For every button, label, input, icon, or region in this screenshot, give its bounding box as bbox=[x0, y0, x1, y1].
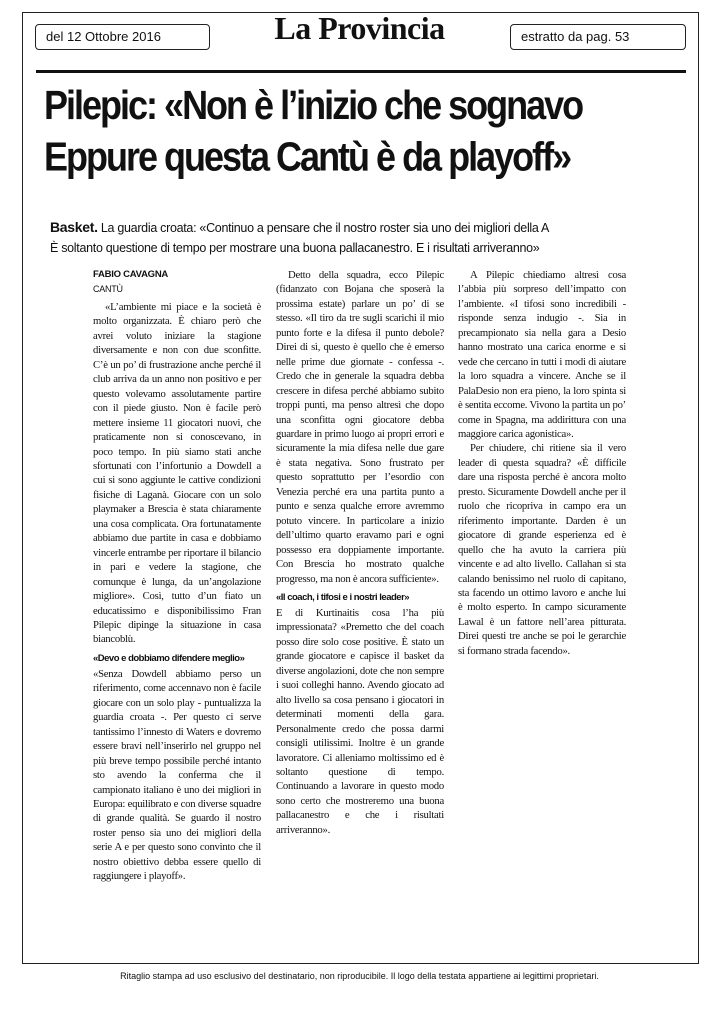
column-3 bbox=[458, 268, 626, 658]
body-paragraph-6: Per chiudere, chi ritiene sia il vero leader di questa squadra? «È difficile dare una risposta perché è ancora molto presto. Sicuramente Dowdell anche per il ruolo che ricopriva in campo era un riferimento importante. Darden è un giocatore di grande esperienza ed è quello che ha avuto la carriera più vincente e ad alto livello. Callahan si sta calando benissimo nel ruolo di capitano, sta facendo un ottimo lavoro e anche lui è molto esperto. In campo sicuramente Lawal è un fattore nell’area pitturata. Direi questi tre anche se poi le gerarchie si formano strada facendo». bbox=[458, 442, 626, 657]
body-paragraph-5: A Pilepic chiediamo altresì cosa l’abbia più sorpreso dell’impatto con l’ambiente. «I tifosi sono incredibili - risponde senza indugio -. Sia in precampionato sia nella gara a Desio hanno mostrato una carica enorme e si vede che cercano in tutti i modi di aiutare la loro squadra a vincere. Anche se il PalaDesio non era pieno, la loro spinta si è sentita eccome. Vivono la partita un po’ come in Spagna, ma addirittura con una maggiore carica agonistica». bbox=[458, 269, 626, 440]
footer-disclaimer: Ritaglio stampa ad uso esclusivo del destinatario, non riproducibile. Il logo della testata appartiene ai legittimi proprietari. bbox=[120, 971, 599, 981]
deck-line-1 bbox=[50, 217, 690, 238]
date-label: del 12 Ottobre 2016 bbox=[35, 24, 210, 50]
dateline-place: CANTÙ bbox=[93, 284, 123, 294]
column-1 bbox=[93, 268, 261, 884]
body-paragraph-4: E di Kurtinaitis cosa l’ha più impressionata? «Premetto che del coach posso dire solo cose positive. È stato un grande giocatore e capisce il basket da diverse angolazioni, dote che non sempre i suoi colleghi hanno. Avendo giocato ad alto livello sa cosa pensano i giocatori in determinati momenti della gara. Personalmente credo che possa darmi consigli utilissimi. Inoltre è un grande lavoratore. Ci alleniamo moltissimo ed è soltanto questione di tempo. Continuando a lavorare in questo modo sono certo che mostreremo una buona pallacanestro e che i risultati arriveranno». bbox=[276, 606, 444, 836]
newspaper-masthead: La Provincia bbox=[274, 10, 445, 46]
article-headline bbox=[44, 80, 684, 183]
subheading-2: «Il coach, i tifosi e i nostri leader» bbox=[276, 591, 410, 603]
header-rule bbox=[36, 70, 686, 73]
deck-line-2: È soltanto questione di tempo per mostrare una buona pallacanestro. E i risultati arriveranno» bbox=[50, 241, 540, 255]
subheading-1: «Devo e dobbiamo difendere meglio» bbox=[93, 652, 245, 664]
body-paragraph-3: Detto della squadra, ecco Pilepic (fidanzato con Bojana che sposerà la prossima estate) parlare un po’ di se stesso. «Il tiro da tre sugli scarichi il mio punto forte e la difesa il punto debole? Direi di sì, questo è quello che è emerso nelle prime due giornate - confessa -. Credo che in generale la squadra debba crescere in difesa perché abbiamo subito troppi punti, ma penso altresì che dopo una sconfitta ogni giocatore debba guardare in primo luogo ai propri errori e sicuramente la mia difesa nelle due gare è stata negativa. Sono frustrato per questo soprattutto per l’esordio con Venezia perché era una partita punto a punto e senza qualche errore avremmo potuto vincere. In particolare a inizio dell’ultimo quarto eravamo pari e ogni possesso era doppiamente importante. Con Brescia ho mostrato qualche progresso, ma non è ancora sufficiente». bbox=[276, 269, 444, 585]
author-name: FABIO CAVAGNA bbox=[93, 269, 169, 280]
body-paragraph-2: «Senza Dowdell abbiamo perso un riferimento, come accennavo non è facile giocare con un solo play - puntualizza la guardia croata -. Per questo ci serve tantissimo l’innesto di Waters e dovremo essere bravi nell’inserirlo nel gruppo nel più breve tempo possibile perché intanto sto avendo la conferma che il campionato italiano è uno dei migliori in Europa: equilibrato e con diverse squadre di grande qualità. Se guardo il nostro roster penso sia uno dei migliori della serie A e per questo sono convinto che il nostro obiettivo debba essere quello di raggiungere i playoff». bbox=[93, 667, 261, 883]
deck-kicker: Basket. bbox=[50, 219, 98, 235]
page-extract-label: estratto da pag. 53 bbox=[510, 24, 686, 50]
headline-line-2: Eppure questa Cantù è da playoff» bbox=[44, 133, 571, 180]
deck-text-1: La guardia croata: «Continuo a pensare che il nostro roster sia uno dei migliori della A bbox=[97, 221, 550, 235]
article-deck bbox=[50, 217, 690, 258]
headline-line-1: Pilepic: «Non è l’inizio che sognavo bbox=[44, 82, 583, 129]
column-2 bbox=[276, 268, 444, 837]
body-paragraph-1: «L’ambiente mi piace e la società è molto organizzata. È chiaro però che avrei voluto iniziare la stagione diversamente e non con due sconfitte. C’è un po’ di frustrazione anche perché il club arriva da un anno non positivo e per questo volevamo assolutamente partire con il piede giusto. Non è facile però mettere insieme 11 giocatori nuovi, che praticamente non si conoscevano, in poco tempo. In più siamo stati anche sfortunati con l’infortunio a Dowdell a cui si sono aggiunte le cattive condizioni fisiche di Laganà. Giocare con un solo playmaker a Brescia è stata chiaramente una cosa complicata. Ora fortunatamente abbiamo due partite in casa e dobbiamo vincerle entrambe per riportare il bilancio in pari e vedere la stagione, che comunque è lunga, da un’angolazione migliore». Così, tutto d’un fiato un educatissimo e disponibilissimo Fran Pilepic dipinge la situazione in casa biancoblù. bbox=[93, 301, 261, 646]
